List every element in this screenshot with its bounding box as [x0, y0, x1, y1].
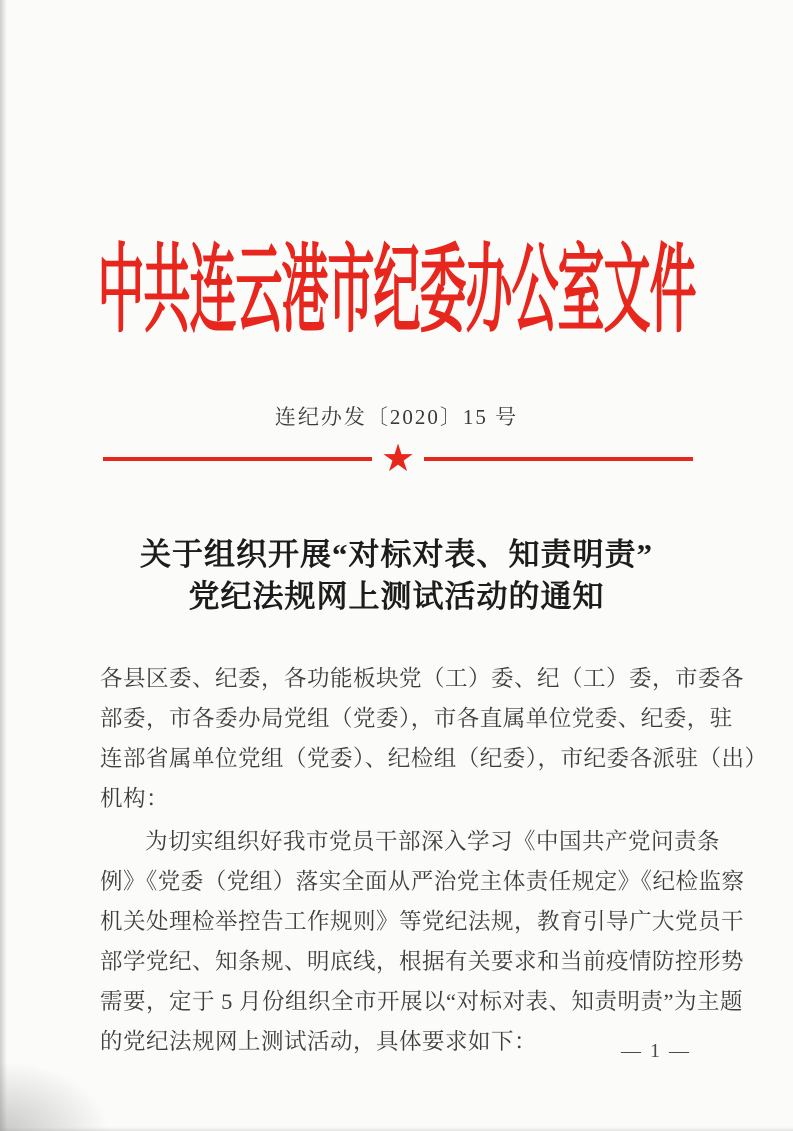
page-number: — 1 — — [621, 1040, 691, 1062]
body-line: 连部省属单位党组（党委）、纪检组（纪委），市纪委各派驻（出） — [100, 746, 768, 771]
document-body — [100, 659, 768, 1062]
body-line: 部学党纪、知条规、明底线，根据有关要求和当前疫情防控形势 — [100, 949, 745, 974]
document-title-line2: 党纪法规网上测试活动的通知 — [188, 579, 605, 614]
document-title-line1: 关于组织开展“对标对表、知责明责” — [140, 537, 653, 572]
body-line: 机关处理检举控告工作规则》等党纪法规，教育引导广大党员干 — [100, 909, 745, 934]
divider-rule-left — [103, 457, 372, 461]
body-line: 为切实组织好我市党员干部深入学习《中国共产党问责条 — [145, 829, 721, 854]
letterhead-org-title: 中共连云港市纪委办公室文件 — [97, 238, 696, 346]
scan-edge-shadow-bottom — [0, 1127, 793, 1131]
document-title — [0, 534, 793, 618]
body-line: 各县区委、纪委，各功能板块党（工）委、纪（工）委，市委各 — [100, 666, 745, 691]
scan-corner-shadow — [0, 1061, 110, 1131]
star-icon: ★ — [380, 435, 416, 480]
body-line: 例》《党委（党组）落实全面从严治党主体责任规定》《纪检监察 — [100, 869, 745, 894]
body-line: 部委，市各委办局党组（党委），市各直属单位党委、纪委，驻 — [100, 706, 733, 731]
divider-rule-right — [424, 457, 693, 461]
body-line: 的党纪法规网上测试活动，具体要求如下： — [100, 1029, 538, 1054]
header-divider — [103, 435, 693, 480]
body-line: 机构： — [100, 786, 170, 811]
document-number: 连纪办发〔2020〕15 号 — [274, 405, 519, 429]
body-line: 需要，定于 5 月份组织全市开展以“对标对表、知责明责”为主题 — [100, 989, 743, 1014]
